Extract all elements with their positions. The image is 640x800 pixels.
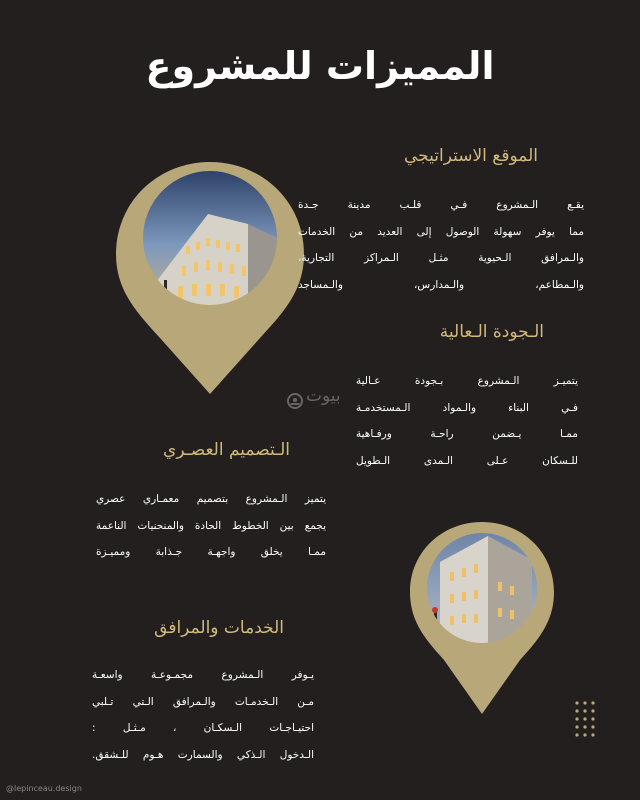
text-line: ممـا يخلق واجهـة جـذابة ومميـزة — [96, 546, 326, 558]
text-line: يجمع بين الخطوط الحادة والمنحنيات الناعمة — [96, 519, 326, 532]
text-line: فـي البناء والـمواد الـمستخدمـة — [356, 401, 578, 414]
designer-handle: @lepinceau.design — [6, 784, 82, 793]
section-title-services-facilities: الخدمات والمرافق — [154, 618, 284, 638]
text-line: للـسكان عـلى الـمدى الـطويل — [356, 454, 578, 467]
section-text-services-facilities — [92, 662, 314, 768]
text-line: الـدخول الـذكي والسمارت هـوم للـشقق. — [92, 748, 314, 761]
text-line: مـن الـخدمـات والـمرافق الـتي تـلبي — [92, 695, 314, 708]
text-line: يقـع الـمشروع فـي قلـب مدينة جـدة — [298, 199, 584, 211]
location-pin-building-image-1 — [116, 162, 304, 396]
section-text-high-quality — [356, 368, 578, 474]
section-title-strategic-location: الموقع الاستراتيجي — [404, 146, 538, 166]
section-title-modern-design: الـتصميم العصـري — [163, 440, 290, 460]
text-line: احتيـاجـات الـسكـان ، مـثـل : — [92, 722, 314, 734]
watermark-text: بيوت — [306, 386, 341, 406]
page-title: المميزات للمشروع — [145, 44, 495, 88]
text-line: ممـا يـضمن راحـة ورفـاهية — [356, 428, 578, 440]
section-text-modern-design — [96, 486, 326, 566]
section-text-strategic-location — [298, 192, 584, 298]
text-line: يتميـز الـمشروع بـجودة عـالية — [356, 375, 578, 387]
decorative-dot-grid — [574, 700, 598, 740]
location-pin-building-image-2 — [410, 522, 554, 716]
text-line: والـمرافق الـحيوية مثـل الـمراكز التجارية، — [298, 252, 584, 264]
section-title-high-quality: الـجودة الـعالية — [439, 322, 544, 342]
text-line: مما يوفر سهولة الوصول إلى العديد من الخدمات — [298, 225, 584, 238]
text-line: يـوفر الـمشروع مجمـوعـة واسعـة — [92, 669, 314, 681]
text-line: والـمطاعم، والـمدارس، والـمساجد — [298, 278, 584, 291]
text-line: يتميز الـمشروع بتصميم معمـاري عصري — [96, 493, 326, 505]
watermark-logo-icon — [286, 392, 304, 410]
